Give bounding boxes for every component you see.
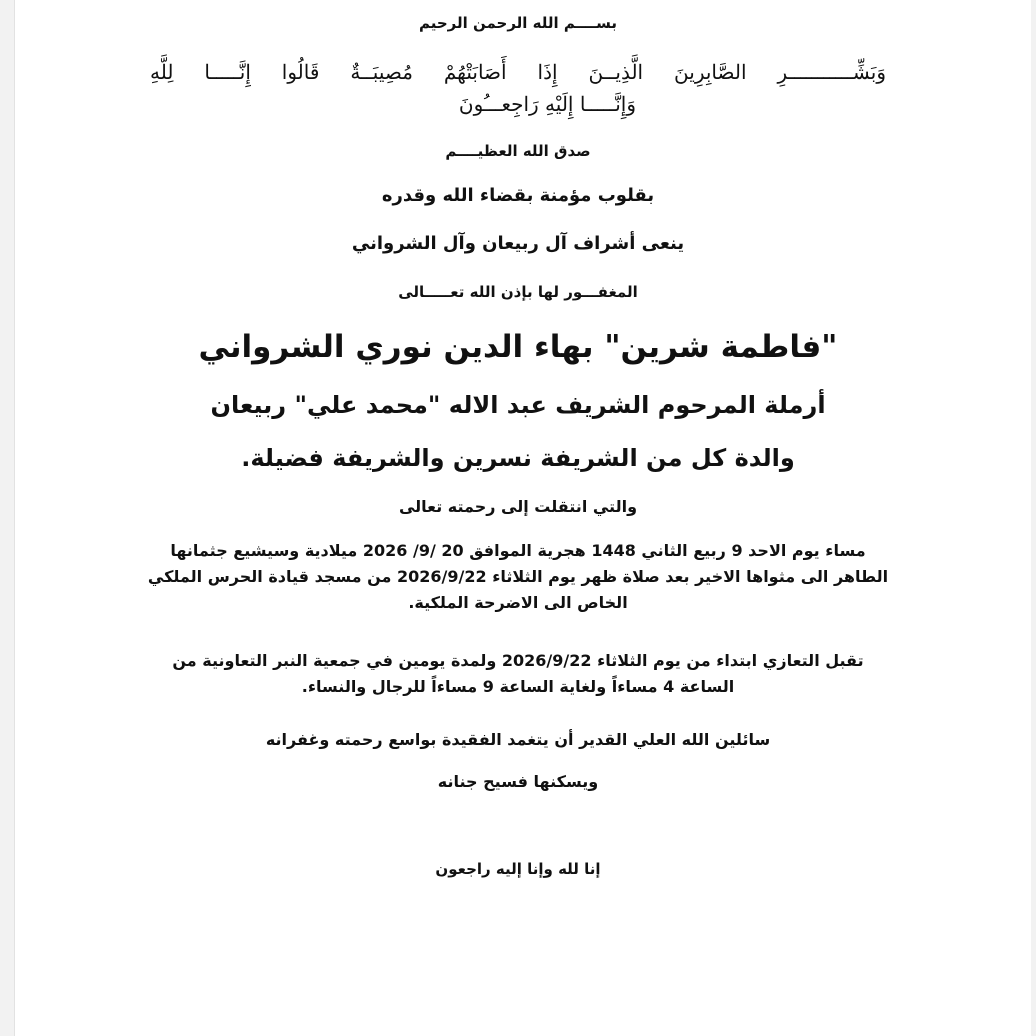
condolences-line-2: الساعة 4 مساءاً ولغاية الساعة 9 مساءاً للرجال والنساء. [301, 676, 735, 696]
mother-of-line: والدة كل من الشريفة نسرين والشريفة فضيلة. [241, 444, 795, 472]
passed-away-line: والتي انتقلت إلى رحمته تعالى [398, 497, 638, 516]
faith-line: بقلوب مؤمنة بقضاء الله وقدره [381, 185, 655, 206]
condolences-line-1: تقبل التعازي ابتداء من يوم الثلاثاء 2026/9/22 ولمدة يومين في جمعية النبر التعاونية من [172, 651, 864, 670]
announcing-families: ينعى أشراف آل ربيعان وآل الشرواني [351, 233, 685, 254]
prayer-line-2: ويسكنها فسيح جنانه [437, 772, 599, 791]
closing-line: إنا لله وإنا إليه راجعون [435, 860, 601, 878]
condolences-details [70, 648, 966, 700]
quran-verse-line-1: وَبَشِّـــــــــــرِ الصَّابِرِينَ الَّذِيــنَ إِذَا أَصَابَتْهُمْ مُصِيبَــةٌ قَالُوا إِنَّـــــا لِلَّهِ [150, 60, 886, 84]
funeral-line-1: مساء يوم الاحد 9 ربيع الثاني 1448 هجرية الموافق 20 /9/ 2026 ميلادية وسيشيع جثمانها [170, 541, 866, 560]
quran-verse-line-2: وَإِنَّـــــا إِلَيْهِ رَاجِعـــُونَ [458, 92, 636, 116]
prayer-line-1: سائلين الله العلي القدير أن يتغمد الفقيدة بواسع رحمته وغفرانه [265, 730, 771, 749]
deceased-name: "فاطمة شرين" بهاء الدين نوري الشرواني [198, 329, 838, 365]
basmala: بســــم الله الرحمن الرحيم [418, 14, 618, 32]
sadaqa-line: صدق الله العظيــــم [445, 142, 591, 160]
funeral-line-2: الطاهر الى مثواها الاخير بعد صلاة ظهر يوم الثلاثاء 2026/9/22 من مسجد قيادة الحرس الملكي [147, 566, 889, 586]
funeral-details [70, 538, 966, 616]
widow-of-line: أرملة المرحوم الشريف عبد الاله "محمد علي" ربيعان [210, 391, 826, 419]
maghfour-line: المغفـــور لها بإذن الله تعـــــالى [398, 283, 638, 301]
funeral-line-3: الخاص الى الاضرحة الملكية. [408, 592, 628, 612]
